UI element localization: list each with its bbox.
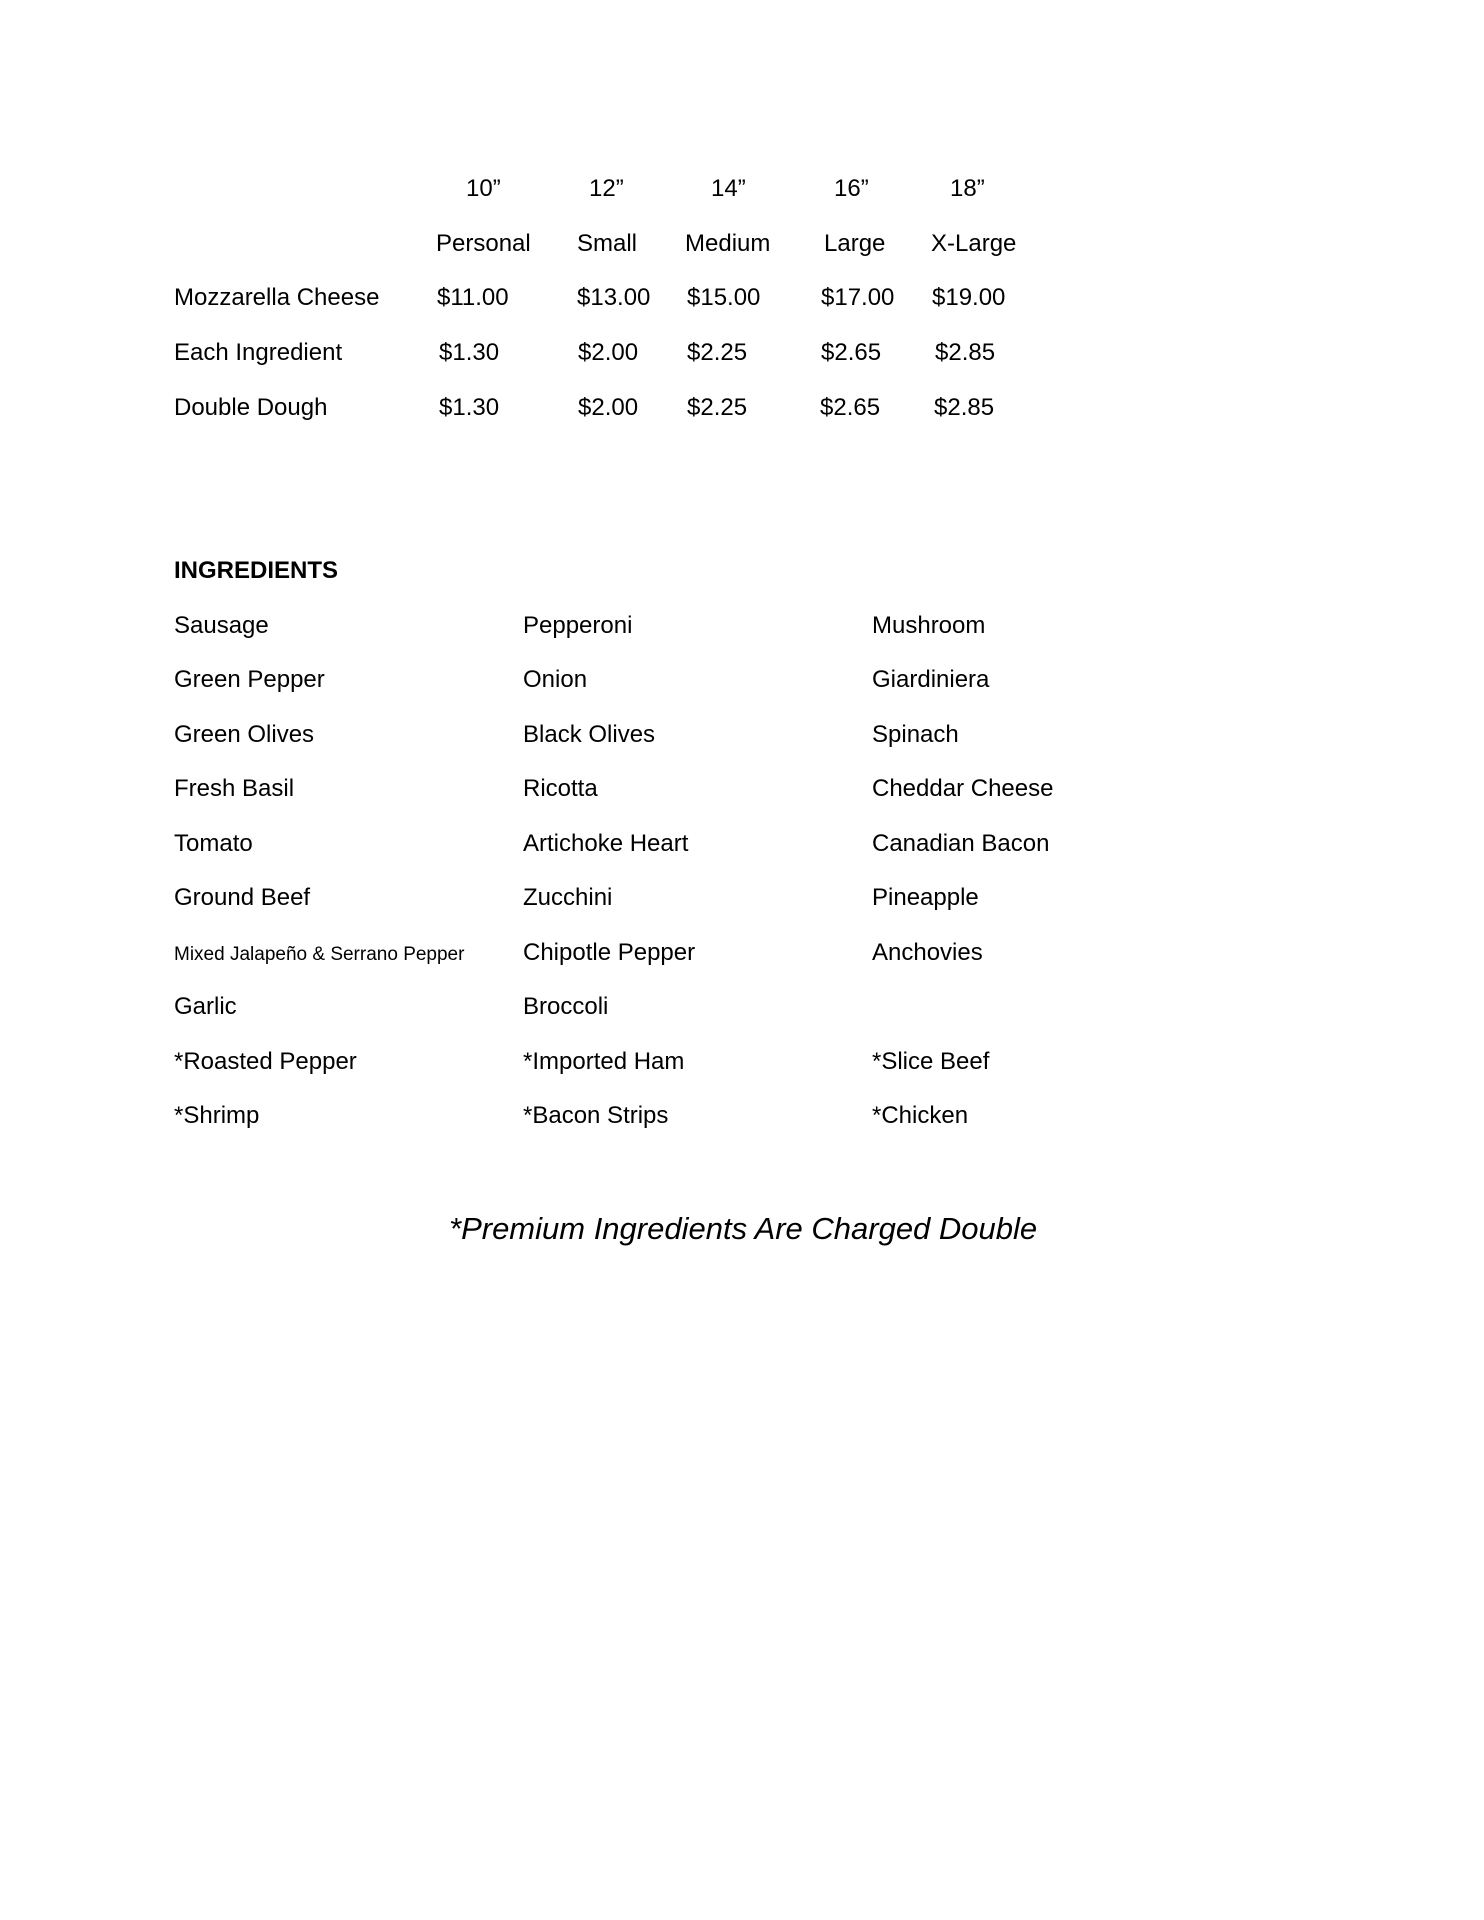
ingredient-item: Spinach [872,721,959,748]
premium-ingredient-item: *Chicken [872,1102,969,1129]
ingredient-item: Ground Beef [174,884,311,911]
price-row-label: Mozzarella Cheese [174,284,380,311]
size-10-inch: 10” [466,175,501,202]
price-cell: $2.85 [934,394,995,421]
size-name-small: Small [577,230,638,257]
price-cell: $11.00 [437,284,509,311]
premium-ingredient-item: *Slice Beef [872,1048,990,1075]
price-cell: $17.00 [821,284,895,311]
size-name-personal: Personal [436,230,531,257]
price-cell: $1.30 [439,339,500,366]
ingredient-item: Mixed Jalapeño & Serrano Pepper [174,944,465,965]
price-cell: $2.65 [821,339,882,366]
ingredient-item: Artichoke Heart [523,830,689,857]
ingredient-item: Onion [523,666,588,693]
ingredient-item: Fresh Basil [174,775,295,802]
ingredient-item: Tomato [174,830,253,857]
ingredient-item: Mushroom [872,612,986,639]
size-14-inch: 14” [711,175,746,202]
price-row-label: Each Ingredient [174,339,343,366]
price-cell: $19.00 [932,284,1006,311]
ingredient-item: Pineapple [872,884,979,911]
ingredient-item: Zucchini [523,884,613,911]
ingredient-item: Garlic [174,993,237,1020]
price-cell: $15.00 [687,284,761,311]
price-cell: $2.25 [687,339,748,366]
ingredient-item: Black Olives [523,721,656,748]
size-name-x-large: X-Large [931,230,1017,257]
price-cell: $2.85 [935,339,996,366]
price-row-label: Double Dough [174,394,328,421]
price-cell: $2.65 [820,394,881,421]
size-18-inch: 18” [950,175,985,202]
size-12-inch: 12” [589,175,624,202]
premium-ingredient-item: *Imported Ham [523,1048,685,1075]
ingredient-item: Giardiniera [872,666,990,693]
price-cell: $2.00 [578,339,639,366]
price-cell: $1.30 [439,394,500,421]
ingredient-item: Chipotle Pepper [523,939,696,966]
size-name-large: Large [824,230,886,257]
price-cell: $2.25 [687,394,748,421]
ingredient-item: Ricotta [523,775,598,802]
ingredients-heading: INGREDIENTS [174,557,339,584]
premium-ingredient-item: *Bacon Strips [523,1102,669,1129]
ingredient-item: Pepperoni [523,612,633,639]
ingredient-item: Anchovies [872,939,983,966]
ingredient-item: Green Pepper [174,666,325,693]
premium-ingredient-item: *Shrimp [174,1102,260,1129]
premium-footnote: *Premium Ingredients Are Charged Double [449,1211,1038,1246]
size-name-medium: Medium [685,230,771,257]
ingredient-item: Green Olives [174,721,315,748]
ingredient-item: Canadian Bacon [872,830,1050,857]
premium-ingredient-item: *Roasted Pepper [174,1048,357,1075]
ingredient-item: Cheddar Cheese [872,775,1054,802]
ingredient-item: Sausage [174,612,269,639]
price-cell: $2.00 [578,394,639,421]
size-16-inch: 16” [834,175,869,202]
price-cell: $13.00 [577,284,651,311]
ingredient-item: Broccoli [523,993,609,1020]
